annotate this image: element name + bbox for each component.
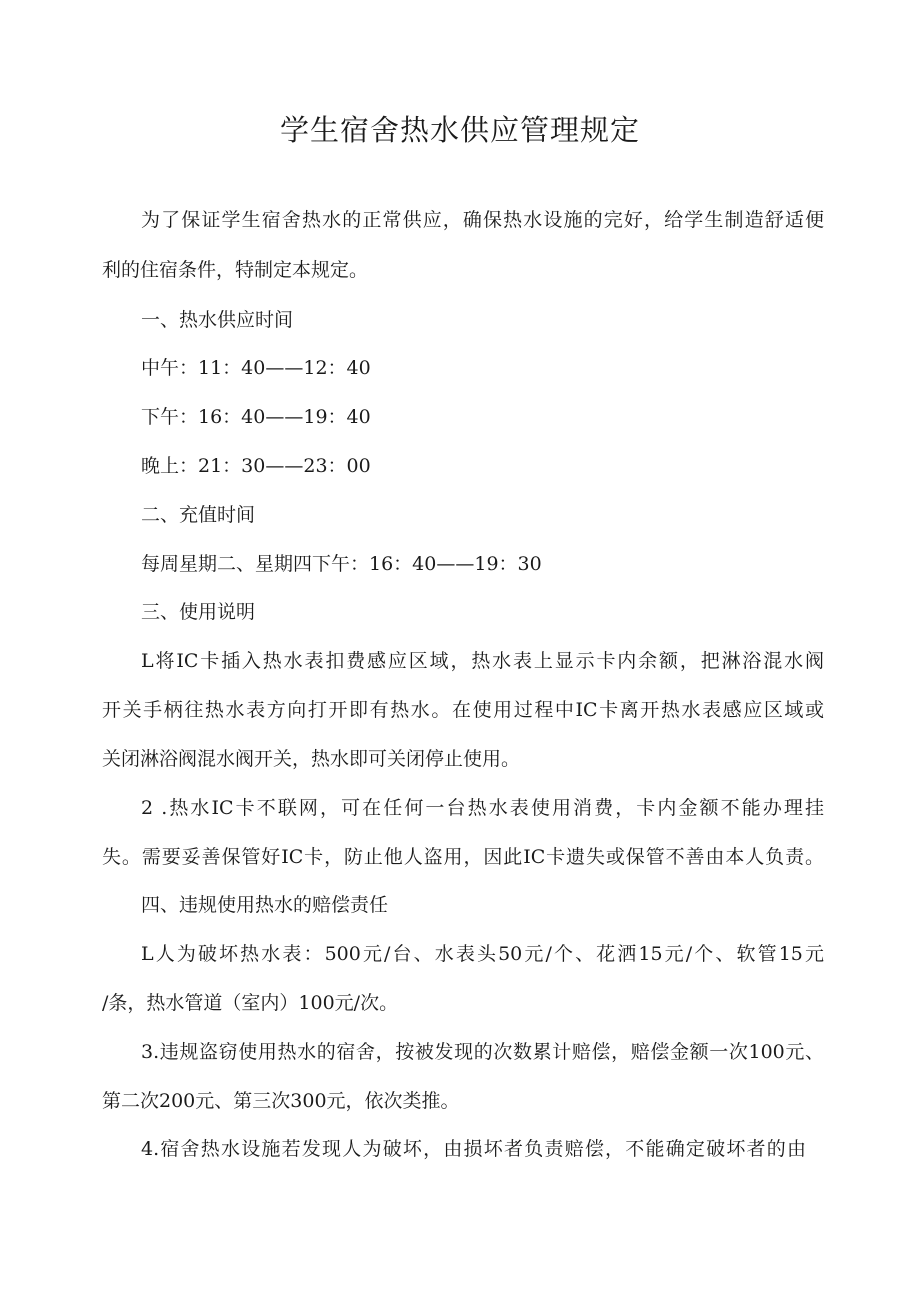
usage-item-1-line-3: 关闭淋浴阀混水阀开关，热水即可关闭停止使用。	[102, 748, 521, 770]
usage-item-1-line-1: L将IC卡插入热水表扣费感应区域，热水表上显示卡内余额，把淋浴混水阀	[141, 650, 824, 672]
usage-item-1-line-2: 开关手柄往热水表方向打开即有热水。在使用过程中IC卡离开热水表感应区域或	[102, 699, 824, 721]
compensation-item-1-line-1: L人为破坏热水表：500元/台、水表头50元/个、花洒15元/个、软管15元	[141, 943, 824, 965]
section-heading-usage: 三、使用说明	[141, 601, 256, 623]
compensation-item-4-line-1: 4.宿舍热水设施若发现人为破坏，由损坏者负责赔偿，不能确定破坏者的由	[141, 1138, 806, 1160]
section-heading-compensation: 四、违规使用热水的赔偿责任	[141, 894, 389, 916]
paragraph-intro-line-1: 为了保证学生宿舍热水的正常供应，确保热水设施的完好，给学生制造舒适便	[141, 209, 824, 231]
document-title: 学生宿舍热水供应管理规定	[279, 113, 640, 147]
section-heading-recharge-time: 二、充值时间	[141, 504, 256, 526]
supply-time-evening: 晚上：21：30——23：00	[141, 455, 371, 477]
compensation-item-3-line-1: 3.违规盗窃使用热水的宿舍，按被发现的次数累计赔偿，赔偿金额一次100元、	[141, 1041, 824, 1063]
usage-item-2-line-2: 失。需要妥善保管好IC卡，防止他人盗用，因此IC卡遗失或保管不善由本人负责。	[102, 846, 824, 868]
compensation-item-3-line-2: 第二次200元、第三次300元，依次类推。	[102, 1090, 460, 1112]
supply-time-afternoon: 下午：16：40——19：40	[141, 406, 371, 428]
section-heading-supply-time: 一、热水供应时间	[141, 309, 294, 331]
usage-item-2-line-1: 2 .热水IC卡不联网，可在任何一台热水表使用消费，卡内金额不能办理挂	[141, 797, 824, 819]
compensation-item-1-line-2: /条，热水管道（室内）100元/次。	[102, 992, 399, 1014]
paragraph-intro-line-2: 利的住宿条件，特制定本规定。	[102, 259, 369, 281]
recharge-time-text: 每周星期二、星期四下午：16：40——19：30	[141, 553, 542, 575]
supply-time-noon: 中午：11：40——12：40	[141, 357, 371, 379]
